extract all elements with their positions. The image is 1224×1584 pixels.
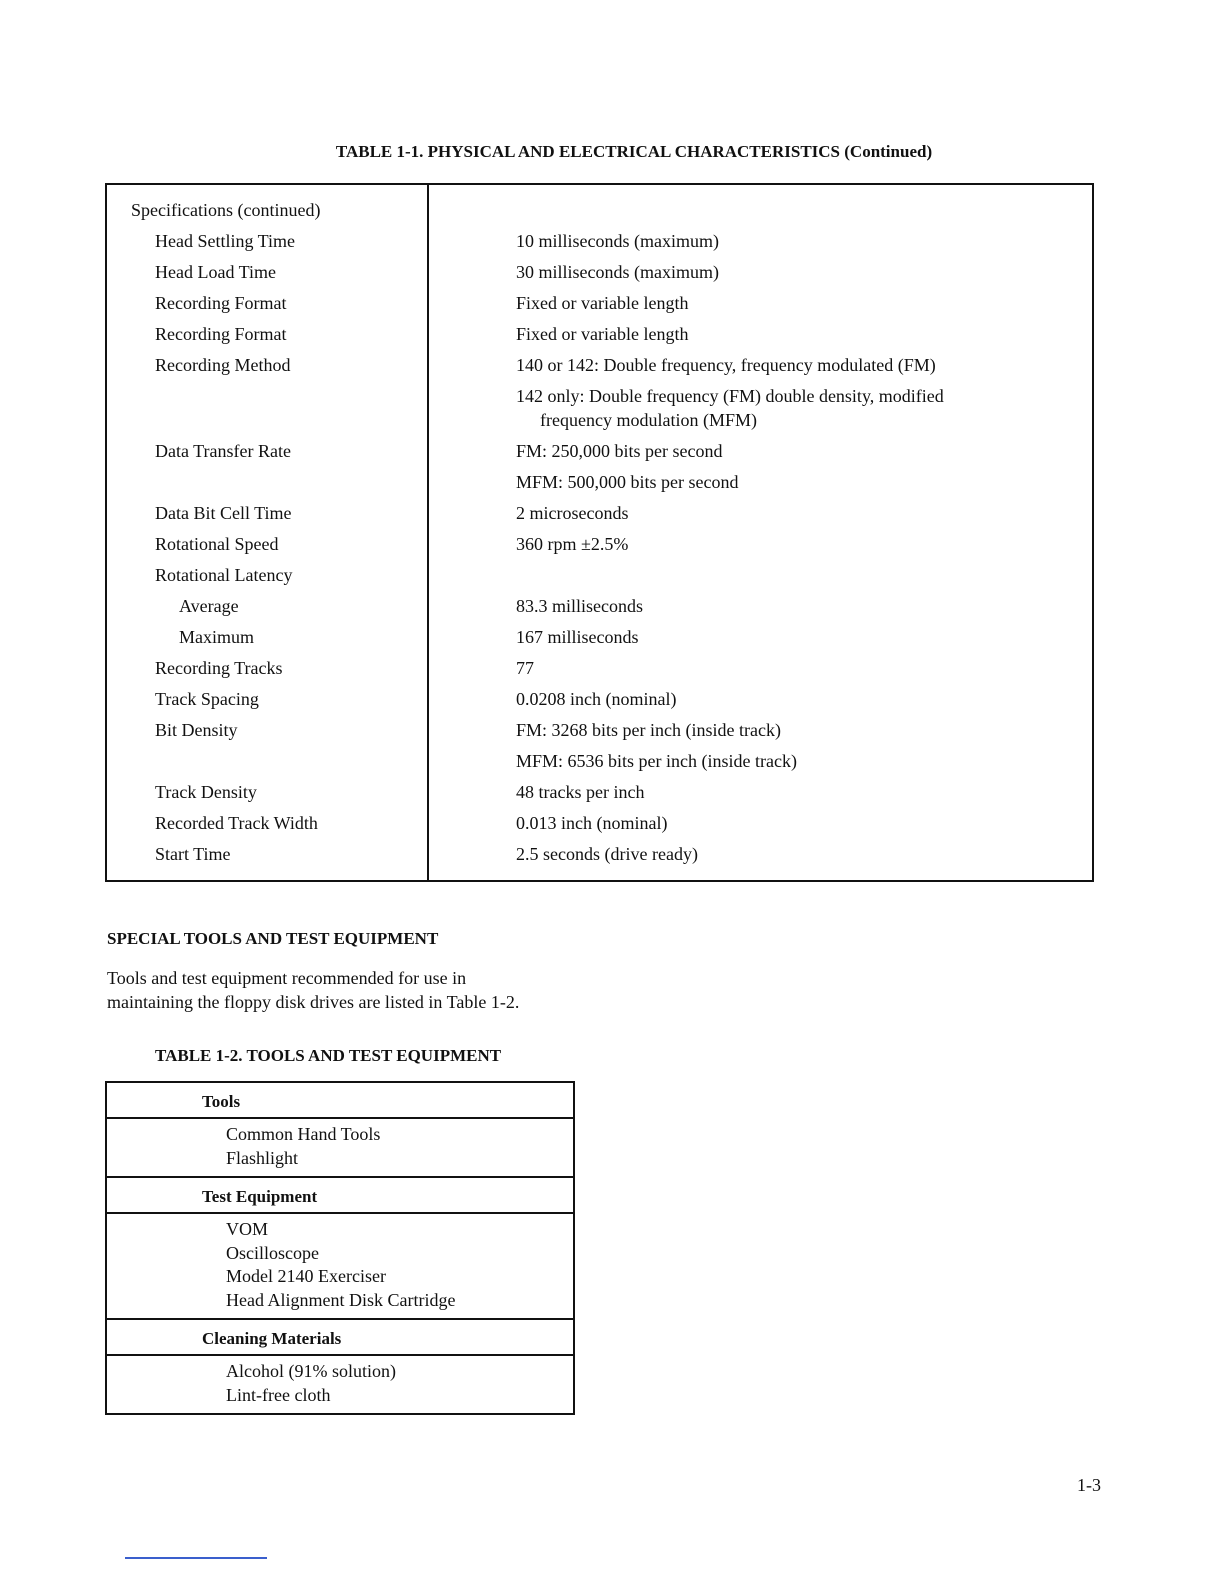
spec-value-text: 360 rpm ±2.5% [516, 534, 629, 554]
spec-value [429, 288, 688, 319]
table-1-1 [105, 183, 1094, 882]
spec-value [429, 746, 797, 777]
spec-label [107, 746, 429, 777]
spec-value-text: 2.5 seconds (drive ready) [516, 844, 698, 864]
list-item: Head Alignment Disk Cartridge [226, 1289, 456, 1310]
spec-label: Bit Density [155, 720, 238, 740]
spec-label: Head Load Time [155, 262, 276, 282]
group-header: Test Equipment [107, 1178, 573, 1214]
group-items [107, 1356, 573, 1413]
spec-value [429, 653, 534, 684]
list-item: Oscilloscope [226, 1242, 319, 1263]
spec-value [429, 808, 667, 839]
spec-value [429, 560, 516, 591]
spec-value-text: Fixed or variable length [516, 324, 689, 344]
spec-value [429, 622, 639, 653]
spec-value-text: 142 only: Double frequency (FM) double density, modified [516, 386, 944, 406]
spec-value [429, 839, 698, 870]
spec-value [429, 498, 628, 529]
spec-label: Recorded Track Width [155, 813, 318, 833]
page-number: 1-3 [1077, 1475, 1101, 1495]
table-row [107, 467, 1092, 498]
spec-value [429, 350, 936, 381]
table-row [107, 195, 1092, 226]
spec-value [429, 195, 516, 226]
table-row [107, 715, 1092, 746]
group-items [107, 1119, 573, 1178]
spec-label: Track Density [155, 782, 257, 802]
spec-label: Rotational Latency [155, 565, 293, 585]
table-1-2-title: TABLE 1-2. TOOLS AND TEST EQUIPMENT [155, 1046, 502, 1065]
spec-value-text: 0.013 inch (nominal) [516, 813, 668, 833]
spec-value-text: FM: 3268 bits per inch (inside track) [516, 720, 781, 740]
spec-value-text: Fixed or variable length [516, 293, 689, 313]
spec-value-text: 0.0208 inch (nominal) [516, 689, 677, 709]
spec-value [429, 684, 676, 715]
table-row [107, 808, 1092, 839]
paragraph-line: maintaining the floppy disk drives are listed in Table 1-2. [107, 992, 520, 1012]
list-item: Flashlight [226, 1147, 299, 1168]
table-row [107, 436, 1092, 467]
spec-label: Recording Format [155, 293, 287, 313]
list-item: Lint-free cloth [226, 1384, 331, 1405]
spec-value-text: FM: 250,000 bits per second [516, 441, 723, 461]
spec-value-text: 48 tracks per inch [516, 782, 645, 802]
spec-value-text: 140 or 142: Double frequency, frequency modulated (FM) [516, 355, 936, 375]
table-1-2 [105, 1081, 575, 1415]
group-header: Tools [107, 1083, 573, 1119]
table-row [107, 350, 1092, 381]
table-row [107, 622, 1092, 653]
list-item: VOM [226, 1219, 269, 1239]
table-row [107, 226, 1092, 257]
table-row [107, 746, 1092, 777]
spec-value [429, 529, 628, 560]
table-row [107, 560, 1092, 591]
spec-value [429, 715, 781, 746]
table-row [107, 777, 1092, 808]
table-row [107, 839, 1092, 870]
table-row [107, 684, 1092, 715]
spec-value [429, 381, 944, 436]
spec-label: Start Time [155, 844, 231, 864]
spec-value-text: 83.3 milliseconds [516, 596, 643, 616]
spec-label [107, 467, 429, 498]
spec-value-text: 30 milliseconds (maximum) [516, 262, 719, 282]
table-row [107, 591, 1092, 622]
spec-label: Recording Tracks [155, 658, 283, 678]
spec-label: Rotational Speed [155, 534, 279, 554]
spec-value-text: MFM: 6536 bits per inch (inside track) [516, 751, 797, 771]
spec-value-text: 167 milliseconds [516, 627, 639, 647]
table-row [107, 653, 1092, 684]
table-row [107, 381, 1092, 436]
section-heading: SPECIAL TOOLS AND TEST EQUIPMENT [107, 929, 439, 948]
decorative-line [125, 1557, 267, 1559]
group-items [107, 1214, 573, 1320]
list-item: Common Hand Tools [226, 1124, 381, 1144]
spec-value-text: 10 milliseconds (maximum) [516, 231, 719, 251]
spec-label: Data Bit Cell Time [155, 503, 292, 523]
list-item: Model 2140 Exerciser [226, 1266, 386, 1286]
spec-label: Maximum [179, 627, 254, 647]
paragraph-line: Tools and test equipment recommended for use in [107, 968, 467, 988]
section-paragraph [107, 966, 587, 1014]
spec-label: Recording Format [155, 324, 287, 344]
spec-value-text: 2 microseconds [516, 503, 629, 523]
spec-label: Recording Method [155, 355, 291, 375]
spec-label: Average [179, 596, 239, 616]
spec-value [429, 436, 723, 467]
spec-value-text: MFM: 500,000 bits per second [516, 472, 739, 492]
list-item: Alcohol (91% solution) [226, 1361, 396, 1381]
spec-value [429, 226, 719, 257]
spec-value [429, 777, 644, 808]
spec-label [107, 381, 429, 436]
table-1-1-title: TABLE 1-1. PHYSICAL AND ELECTRICAL CHARACTERISTICS (Continued) [335, 142, 933, 161]
spec-label: Data Transfer Rate [155, 441, 291, 461]
spec-value [429, 257, 719, 288]
table-row [107, 319, 1092, 350]
table-row [107, 498, 1092, 529]
spec-value [429, 319, 688, 350]
table-row [107, 257, 1092, 288]
spec-value-text: 77 [516, 658, 534, 678]
spec-value-continuation: frequency modulation (MFM) [540, 410, 757, 430]
spec-value [429, 591, 643, 622]
spec-value [429, 467, 739, 498]
table-1-1-rows [107, 195, 1092, 870]
spec-label: Track Spacing [155, 689, 259, 709]
spec-label: Head Settling Time [155, 231, 296, 251]
group-header: Cleaning Materials [107, 1320, 573, 1356]
table-row [107, 529, 1092, 560]
table-row [107, 288, 1092, 319]
spec-label: Specifications (continued) [131, 200, 321, 220]
